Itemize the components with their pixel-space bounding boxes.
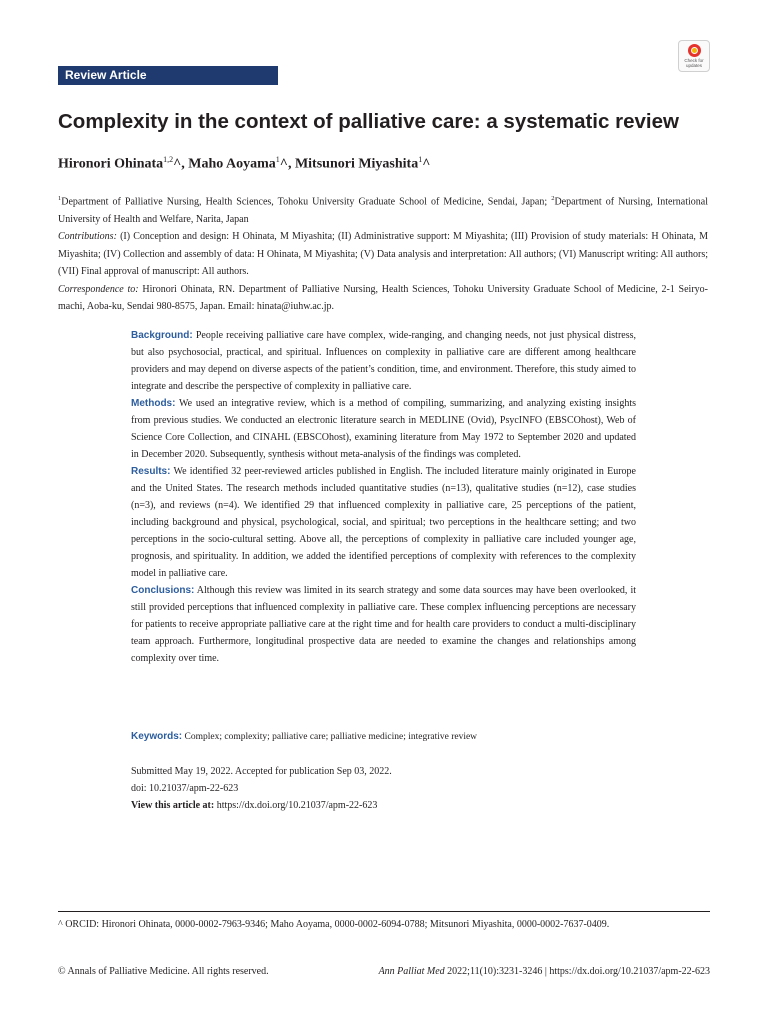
footnote-divider (58, 911, 710, 912)
abstract (131, 327, 636, 667)
author-list: Hironori Ohinata$^{1,2}$^, Maho Aoyama$^1$^, Mitsunori Miyashita$^1$^ (58, 155, 431, 172)
journal-name: Ann Palliat Med (378, 966, 445, 977)
article-url-link[interactable]: https://dx.doi.org/10.21037/apm-22-623 (214, 800, 378, 811)
affiliations: $^1$Department of Palliative Nursing, Health Sciences, Tohoku University Graduate School of Medicine, Sendai, Japan; $^2$Department of Nursing, International University of Health and Welfare, Narita, Japan (58, 195, 709, 225)
orcid-mark[interactable]: ^ (279, 156, 288, 172)
view-article: View this article at: https://dx.doi.org/10.21037/apm-22-623 (131, 800, 378, 811)
author-affiliation-sup: 1 (418, 155, 423, 164)
contributions: Contributions: (I) Conception and design: H Ohinata, M Miyashita; (II) Administrative support: M Miyashita; (III) Provision of study materials: H Ohinata, M Miyashita; (IV) Collection and assembly of data: H Ohinata, M Miyashita; (V) Data analysis and interpretation: All authors; (VI) Manuscript writing: All authors; (VII) Final approval of manuscript: All authors. (58, 231, 708, 278)
section-heading: Background: (131, 330, 193, 341)
article-type-badge: Review Article (58, 66, 278, 85)
keywords (131, 728, 636, 746)
abstract-methods: Methods: We used an integrative review, which is a method of compiling, summarizing, and analyzing existing insights from previous studies. We conducted an electronic literature search in MEDLINE (Ovid), PsycINFO (EBSCOhost), Web of Science Core Collection, and CINAHL (EBSCOhost), examining literature from May 1972 to September 2020 and updated in December 2020. Subsequently, synthesis without meta-analysis of the findings was completed. (131, 398, 636, 460)
author-affiliation-sup: 1 (275, 155, 280, 164)
orcid-mark[interactable]: ^ (422, 156, 431, 172)
section-heading: Conclusions: (131, 585, 195, 596)
keywords-label: Keywords: (131, 731, 183, 742)
author-affiliation-sup: 1,2 (163, 155, 174, 164)
crossmark-icon (688, 44, 701, 57)
submission-info (131, 763, 636, 814)
submission-dates: Submitted May 19, 2022. Accepted for publication Sep 03, 2022. (131, 766, 392, 777)
article-title: Complexity in the context of palliative care: a systematic review (58, 110, 679, 133)
crossmark-label: Check for updates (684, 58, 704, 68)
author-name: Hironori Ohinata (58, 156, 164, 172)
section-heading: Results: (131, 466, 171, 477)
section-heading: Methods: (131, 398, 176, 409)
orcid-footnote: ^ ORCID: Hironori Ohinata, 0000-0002-7963-9346; Maho Aoyama, 0000-0002-6094-0788; Mitsunori Miyashita, 0000-0002-7637-0409. (58, 919, 610, 930)
author-name: Maho Aoyama (188, 156, 276, 172)
copyright: © Annals of Palliative Medicine. All rights reserved. (58, 966, 269, 977)
keywords-text: Complex; complexity; palliative care; palliative medicine; integrative review (182, 732, 478, 742)
abstract-background: Background: People receiving palliative care have complex, wide-ranging, and changing needs, not just physical distress, but also psychosocial, practical, and spiritual. Influences on complexity in palliative care are different among healthcare providers and may depend on diverse aspects of the patient’s condition, time, and environment. Therefore, this study aimed to integrate and describe the perspective of complexity in palliative care. (131, 330, 636, 392)
crossmark-button[interactable] (678, 40, 710, 72)
correspondence: Correspondence to: Hironori Ohinata, RN. Department of Palliative Nursing, Health Sciences, Tohoku University Graduate School of Medicine, 2-1 Seiryo-machi, Aoba-ku, Sendai 980-8575, Japan. Email: hinata@iuhw.ac.jp. (58, 283, 708, 313)
citation: Ann Palliat Med 2022;11(10):3231-3246 | https://dx.doi.org/10.21037/apm-22-623 (378, 966, 710, 977)
affiliations-block (58, 190, 708, 316)
abstract-conclusions: Conclusions: Although this review was limited in its search strategy and some data sources may have been overlooked, it still provided perceptions that influenced complexity in palliative care. These complex influencing perceptions are necessary for patients to receive appropriate palliative care at the right time and for health care providers to conduct a multi-disciplinary team approach. Furthermore, longitudinal prospective data are needed to examine the changes and relationships among complexity over time. (131, 585, 636, 664)
abstract-results: Results: We identified 32 peer-reviewed articles published in English. The included literature mainly originated in Europe and the United States. The research methods included quantitative studies (n=13), qualitative studies (n=12), case studies (n=3), and reviews (n=4). We identified 29 that influenced complexity in palliative care, 25 perceptions of the patient, including background and physical, psychological, social, and spiritual; two perceptions in the healthcare setting; and two perceptions in the socio-cultural setting. Above all, the perceptions of complexity in palliative care included younger age, prognosis, and spirituality. In addition, we added the identified perceptions of complexity with references to the complexity model in palliative care. (131, 466, 636, 579)
orcid-mark[interactable]: ^ (173, 156, 182, 172)
author-name: Mitsunori Miyashita (294, 156, 419, 172)
doi[interactable]: doi: 10.21037/apm-22-623 (131, 783, 239, 794)
page-footer (58, 964, 710, 980)
